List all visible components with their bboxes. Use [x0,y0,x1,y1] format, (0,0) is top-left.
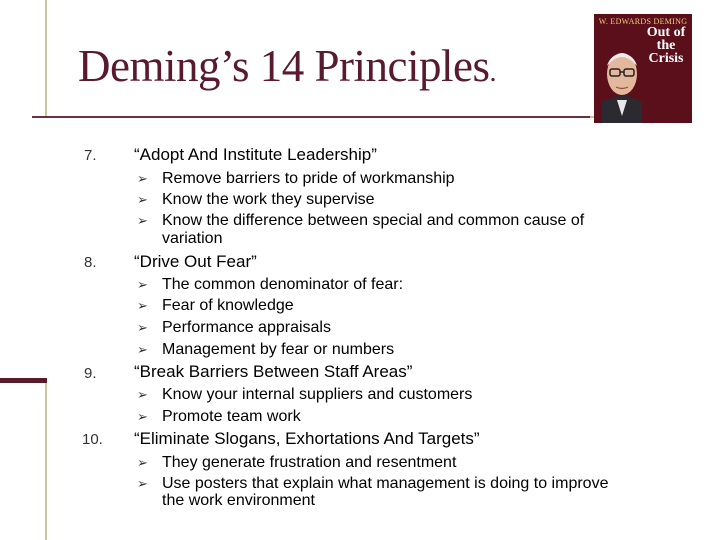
slide-accent-bar [0,378,47,383]
title-rule [32,116,590,118]
slide-title-dot: . [489,57,496,88]
bullet-icon: ➢ [137,171,148,186]
bullet-icon: ➢ [137,409,148,424]
bullet-icon: ➢ [137,387,148,402]
section-9-point-2: Promote team work [162,408,301,425]
section-8-point-4: Management by fear or numbers [162,341,395,358]
section-10-point-2: Use posters that explain what management is doing to improve [162,475,609,492]
bullet-icon: ➢ [137,320,148,335]
bullet-icon: ➢ [137,192,148,207]
section-7-point-3: Know the difference between special and common cause of [162,212,585,229]
bullet-icon: ➢ [137,277,148,292]
slide-frame-line-top [45,0,47,118]
section-10-heading: “Eliminate Slogans, Exhortations And Targets” [134,429,480,448]
section-8-point-3: Performance appraisals [162,319,331,336]
book-author: W. EDWARDS DEMING [598,17,688,26]
bullet-icon: ➢ [137,298,148,313]
book-cover-image [594,14,692,123]
author-portrait [600,36,644,123]
book-title-line2: the Crisis [648,38,684,66]
section-7-point-2: Know the work they supervise [162,191,375,208]
section-7-number: 7. [84,147,97,164]
slide-title [78,40,496,92]
section-9-heading: “Break Barriers Between Staff Areas” [134,362,413,381]
section-10-point-1: They generate frustration and resentment [162,454,457,471]
book-title-line1: Out of [646,25,686,40]
section-7-heading: “Adopt And Institute Leadership” [134,145,377,164]
slide-frame-line-bottom [45,382,47,540]
section-8-point-2: Fear of knowledge [162,297,294,314]
book-title [642,26,690,65]
section-9-number: 9. [84,365,97,382]
section-8-number: 8. [84,254,97,271]
bullet-icon: ➢ [137,455,148,470]
section-9-point-1: Know your internal suppliers and customers [162,386,473,403]
section-7-point-1: Remove barriers to pride of workmanship [162,170,455,187]
section-8-heading: “Drive Out Fear” [134,252,257,271]
section-7-point-3-continued: variation [162,230,223,247]
slide-title-text: Deming’s 14 Principles [78,41,490,91]
bullet-icon: ➢ [137,213,148,228]
section-10-point-2-continued: the work environment [162,492,315,509]
section-10-number: 10. [82,431,103,448]
section-8-point-1: The common denominator of fear: [162,276,404,293]
bullet-icon: ➢ [137,342,148,357]
bullet-icon: ➢ [137,476,148,491]
